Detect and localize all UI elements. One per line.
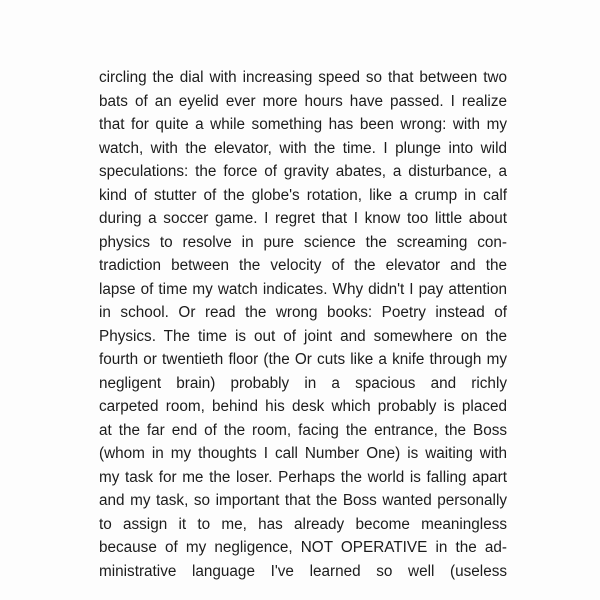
text-line: carpeted room, behind his desk which probably is placed bbox=[99, 398, 507, 415]
text-line: circling the dial with increasing speed so that between two bbox=[99, 69, 507, 86]
text-line: because of my negligence, NOT OPERATIVE in the ad- bbox=[99, 539, 507, 556]
text-line: watch, with the elevator, with the time. I plunge into wild bbox=[99, 139, 507, 157]
text-line: negligent brain) probably in a spacious and richly bbox=[99, 374, 507, 392]
text-line: and my task, so important that the Boss wanted personally bbox=[99, 492, 507, 509]
text-line: that for quite a while something has been wrong: with my bbox=[99, 116, 507, 133]
text-line: my task for me the loser. Perhaps the world is falling apart bbox=[99, 468, 507, 486]
text-line: ministrative language I've learned so well (useless bbox=[99, 562, 507, 580]
text-line: during a soccer game. I regret that I know too little about bbox=[99, 210, 507, 227]
text-line: tradiction between the velocity of the elevator and the bbox=[99, 257, 507, 274]
text-line: lapse of time my watch indicates. Why didn't I pay attention bbox=[99, 280, 507, 298]
text-line: physics to resolve in pure science the screaming con- bbox=[99, 233, 507, 251]
text-line: speculations: the force of gravity abates, a disturbance, a bbox=[99, 163, 507, 180]
text-line: in school. Or read the wrong books: Poetry instead of bbox=[99, 304, 507, 321]
text-line: kind of stutter of the globe's rotation, like a crump in calf bbox=[99, 186, 507, 204]
text-line: at the far end of the room, facing the entrance, the Boss bbox=[99, 421, 507, 439]
text-line: to assign it to me, has already become meaningless bbox=[99, 515, 507, 533]
text-line: (whom in my thoughts I call Number One) is waiting with bbox=[99, 445, 507, 462]
body-text bbox=[99, 66, 507, 583]
text-line: fourth or twentieth floor (the Or cuts like a knife through my bbox=[99, 351, 507, 368]
text-line: bats of an eyelid ever more hours have passed. I realize bbox=[99, 92, 507, 110]
text-line: Physics. The time is out of joint and somewhere on the bbox=[99, 327, 507, 345]
